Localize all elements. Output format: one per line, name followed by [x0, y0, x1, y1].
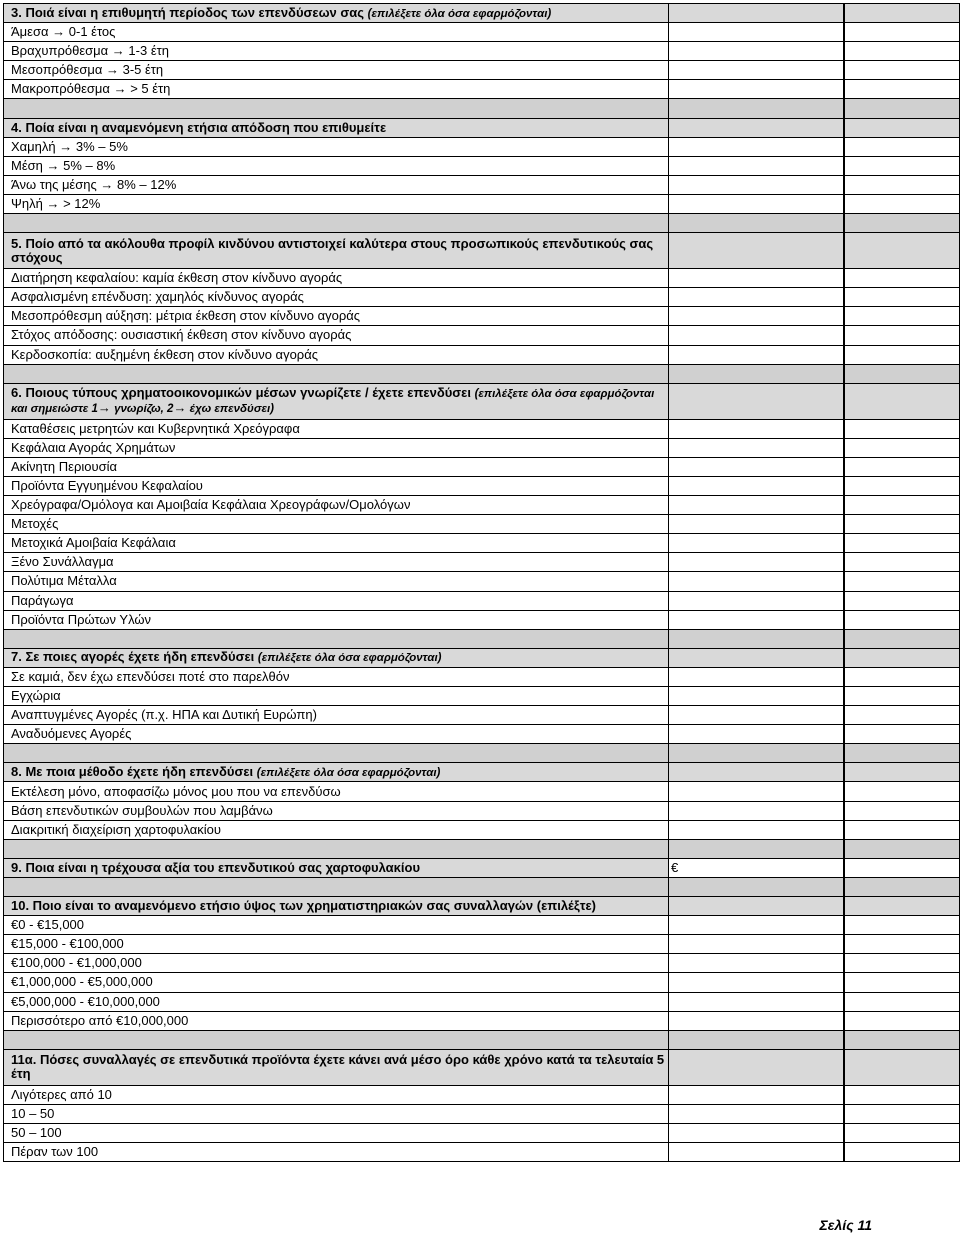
portfolio-value-input[interactable]: [669, 858, 844, 877]
question-3-header: [4, 4, 960, 23]
arrow-icon: →: [46, 157, 60, 173]
option-row[interactable]: 10 – 50: [4, 1104, 960, 1123]
separator-row: [4, 629, 960, 648]
separator-row: [4, 214, 960, 233]
answer-cell[interactable]: [669, 553, 844, 572]
answer-cell[interactable]: [669, 496, 844, 515]
option-row[interactable]: Διακριτική διαχείριση χαρτοφυλακίου: [4, 820, 960, 839]
answer-cell[interactable]: [669, 194, 844, 213]
question-6-subtitle: (επιλέξετε όλα όσα εφαρμόζονται και σημειώστε 1→ γνωρίζω, 2→ έχω επενδύσει): [11, 388, 655, 416]
option-row[interactable]: Στόχος απόδοσης: ουσιαστική έκθεση στον κίνδυνο αγοράς: [4, 326, 960, 345]
answer-cell[interactable]: [669, 419, 844, 438]
question-8-header: [4, 763, 960, 782]
answer-cell[interactable]: [669, 935, 844, 954]
answer-cell[interactable]: [669, 326, 844, 345]
question-10-header: [4, 897, 960, 916]
answer-cell[interactable]: [669, 916, 844, 935]
answer-cell[interactable]: [669, 23, 844, 42]
option-row[interactable]: €0 - €15,000: [4, 916, 960, 935]
question-11a-header: [4, 1049, 960, 1085]
questionnaire-table: [3, 3, 960, 1162]
option-row[interactable]: Μεσοπρόθεσμη αύξηση: μέτρια έκθεση στον κίνδυνο αγοράς: [4, 307, 960, 326]
question-8-subtitle: (επιλέξετε όλα όσα εφαρμόζονται): [256, 766, 441, 779]
arrow-icon: →: [59, 138, 73, 154]
answer-cell[interactable]: [669, 1123, 844, 1142]
arrow-icon: →: [105, 62, 119, 78]
separator-row: [4, 877, 960, 896]
answer-cell[interactable]: [669, 137, 844, 156]
answer-cell[interactable]: [669, 687, 844, 706]
question-6-title: 6. Ποιους τύπους χρηματοοικονομικών μέσων γνωρίζετε / έχετε επενδύσει (επιλέξετε όλα όσα εφαρμόζονται και σημειώστε 1→ γνωρίζω, 2→ έχω επενδύσει): [4, 383, 669, 419]
option-row[interactable]: Άμεσα → 0-1 έτος: [4, 23, 960, 42]
arrow-icon: →: [46, 195, 60, 211]
option-row[interactable]: Εκτέλεση μόνο, αποφασίζω μόνος μου που να επενδύσω: [4, 782, 960, 801]
separator-row: [4, 744, 960, 763]
question-3-title: 3. Ποιά είναι η επιθυμητή περίοδος των επενδύσεων σας (επιλέξετε όλα όσα εφαρμόζονται): [4, 4, 669, 23]
option-row[interactable]: Παράγωγα: [4, 591, 960, 610]
question-10-title: 10. Ποιο είναι το αναμενόμενο ετήσιο ύψος των χρηματιστηριακών σας συναλλαγών (επιλέξτε): [4, 897, 669, 916]
answer-cell[interactable]: [669, 534, 844, 553]
question-3-subtitle: (επιλέξετε όλα όσα εφαρμόζονται): [367, 7, 552, 20]
option-row[interactable]: €1,000,000 - €5,000,000: [4, 973, 960, 992]
question-7-subtitle: (επιλέξετε όλα όσα εφαρμόζονται): [257, 652, 442, 665]
answer-cell[interactable]: [669, 591, 844, 610]
answer-cell[interactable]: [669, 175, 844, 194]
question-11a-title: 11α. Πόσες συναλλαγές σε επενδυτικά προϊόντα έχετε κάνει ανά μέσο όρο κάθε χρόνο κατά τα τελευταία 5 έτη: [4, 1049, 669, 1085]
option-row[interactable]: Μεσοπρόθεσμα → 3-5 έτη: [4, 61, 960, 80]
answer-cell[interactable]: [669, 782, 844, 801]
option-row[interactable]: Χαμηλή → 3% – 5%: [4, 137, 960, 156]
question-9-title: 9. Ποια είναι η τρέχουσα αξία του επενδυτικού σας χαρτοφυλακίου: [4, 858, 669, 877]
answer-cell[interactable]: [669, 1104, 844, 1123]
option-row[interactable]: Λιγότερες από 10: [4, 1085, 960, 1104]
option-row[interactable]: Μακροπρόθεσμα → > 5 έτη: [4, 80, 960, 99]
option-row[interactable]: €5,000,000 - €10,000,000: [4, 992, 960, 1011]
option-row[interactable]: Βραχυπρόθεσμα → 1-3 έτη: [4, 42, 960, 61]
answer-cell[interactable]: [669, 515, 844, 534]
answer-cell[interactable]: [669, 610, 844, 629]
question-7-title: 7. Σε ποιες αγορές έχετε ήδη επενδύσει (επιλέξετε όλα όσα εφαρμόζονται): [4, 648, 669, 667]
option-row[interactable]: Αναπτυγμένες Αγορές (π.χ. ΗΠΑ και Δυτική Ευρώπη): [4, 706, 960, 725]
answer-cell[interactable]: [669, 706, 844, 725]
question-4-header: [4, 118, 960, 137]
answer-cell[interactable]: [669, 820, 844, 839]
answer-cell[interactable]: [669, 572, 844, 591]
arrow-icon: →: [113, 81, 127, 97]
arrow-icon: →: [173, 400, 187, 416]
question-7-header: [4, 648, 960, 667]
separator-row: [4, 99, 960, 118]
question-5-title: 5. Ποίο από τα ακόλουθα προφίλ κινδύνου αντιστοιχεί καλύτερα στους προσωπικούς επενδυτικούς σας στόχους: [4, 233, 669, 269]
question-5-header: [4, 233, 960, 269]
answer-cell[interactable]: [669, 80, 844, 99]
option-row[interactable]: €15,000 - €100,000: [4, 935, 960, 954]
option-row[interactable]: Μετοχικά Αμοιβαία Κεφάλαια: [4, 534, 960, 553]
option-row[interactable]: Χρεόγραφα/Ομόλογα και Αμοιβαία Κεφάλαια Χρεογράφων/Ομολόγων: [4, 496, 960, 515]
arrow-icon: →: [111, 43, 125, 59]
question-4-title: 4. Ποία είναι η αναμενόμενη ετήσια απόδοση που επιθυμείτε: [4, 118, 669, 137]
option-row[interactable]: Καταθέσεις μετρητών και Κυβερνητικά Χρεόγραφα: [4, 419, 960, 438]
euro-icon: €: [671, 859, 679, 875]
arrow-icon: →: [97, 400, 111, 416]
option-row[interactable]: Ψηλή → > 12%: [4, 194, 960, 213]
option-row[interactable]: 50 – 100: [4, 1123, 960, 1142]
option-row[interactable]: Πέραν των 100: [4, 1143, 960, 1162]
answer-cell[interactable]: [669, 1011, 844, 1030]
answer-cell[interactable]: [669, 438, 844, 457]
option-row[interactable]: Ασφαλισμένη επένδυση: χαμηλός κίνδυνος αγοράς: [4, 288, 960, 307]
separator-row: [4, 364, 960, 383]
option-row[interactable]: Προϊόντα Εγγυημένου Κεφαλαίου: [4, 476, 960, 495]
answer-cell[interactable]: [669, 725, 844, 744]
answer-cell[interactable]: [669, 269, 844, 288]
answer-cell[interactable]: [669, 42, 844, 61]
option-row[interactable]: Αναδυόμενες Αγορές: [4, 725, 960, 744]
answer-cell[interactable]: [669, 1143, 844, 1162]
question-9-header: [4, 858, 960, 877]
answer-cell[interactable]: [669, 156, 844, 175]
option-row[interactable]: Κερδοσκοπία: αυξημένη έκθεση στον κίνδυνο αγοράς: [4, 345, 960, 364]
option-row[interactable]: Προϊόντα Πρώτων Υλών: [4, 610, 960, 629]
answer-cell[interactable]: [669, 1085, 844, 1104]
option-row[interactable]: Περισσότερο από €10,000,000: [4, 1011, 960, 1030]
separator-row: [4, 1030, 960, 1049]
answer-cell[interactable]: [669, 973, 844, 992]
answer-cell[interactable]: [669, 954, 844, 973]
option-row[interactable]: Σε καμιά, δεν έχω επενδύσει ποτέ στο παρελθόν: [4, 667, 960, 686]
question-8-title: 8. Με ποια μέθοδο έχετε ήδη επενδύσει (επιλέξετε όλα όσα εφαρμόζονται): [4, 763, 669, 782]
answer-cell[interactable]: [669, 61, 844, 80]
question-6-header: [4, 383, 960, 419]
option-row[interactable]: Βάση επενδυτικών συμβουλών που λαμβάνω: [4, 801, 960, 820]
answer-cell[interactable]: [669, 307, 844, 326]
answer-cell[interactable]: [669, 345, 844, 364]
page-number: Σελίς 11: [819, 1217, 872, 1233]
option-row[interactable]: Άνω της μέσης → 8% – 12%: [4, 175, 960, 194]
arrow-icon: →: [100, 176, 114, 192]
option-row[interactable]: Κεφάλαια Αγοράς Χρημάτων: [4, 438, 960, 457]
answer-cell[interactable]: [669, 667, 844, 686]
separator-row: [4, 839, 960, 858]
answer-cell[interactable]: [669, 457, 844, 476]
option-row[interactable]: Ακίνητη Περιουσία: [4, 457, 960, 476]
option-row[interactable]: Εγχώρια: [4, 687, 960, 706]
option-row[interactable]: Ξένο Συνάλλαγμα: [4, 553, 960, 572]
answer-cell[interactable]: [669, 288, 844, 307]
answer-cell[interactable]: [669, 992, 844, 1011]
option-row[interactable]: Διατήρηση κεφαλαίου: καμία έκθεση στον κίνδυνο αγοράς: [4, 269, 960, 288]
answer-cell[interactable]: [669, 476, 844, 495]
option-row[interactable]: Μετοχές: [4, 515, 960, 534]
option-row[interactable]: Πολύτιμα Μέταλλα: [4, 572, 960, 591]
option-row[interactable]: Μέση → 5% – 8%: [4, 156, 960, 175]
option-row[interactable]: €100,000 - €1,000,000: [4, 954, 960, 973]
arrow-icon: →: [52, 24, 66, 40]
answer-cell[interactable]: [669, 801, 844, 820]
